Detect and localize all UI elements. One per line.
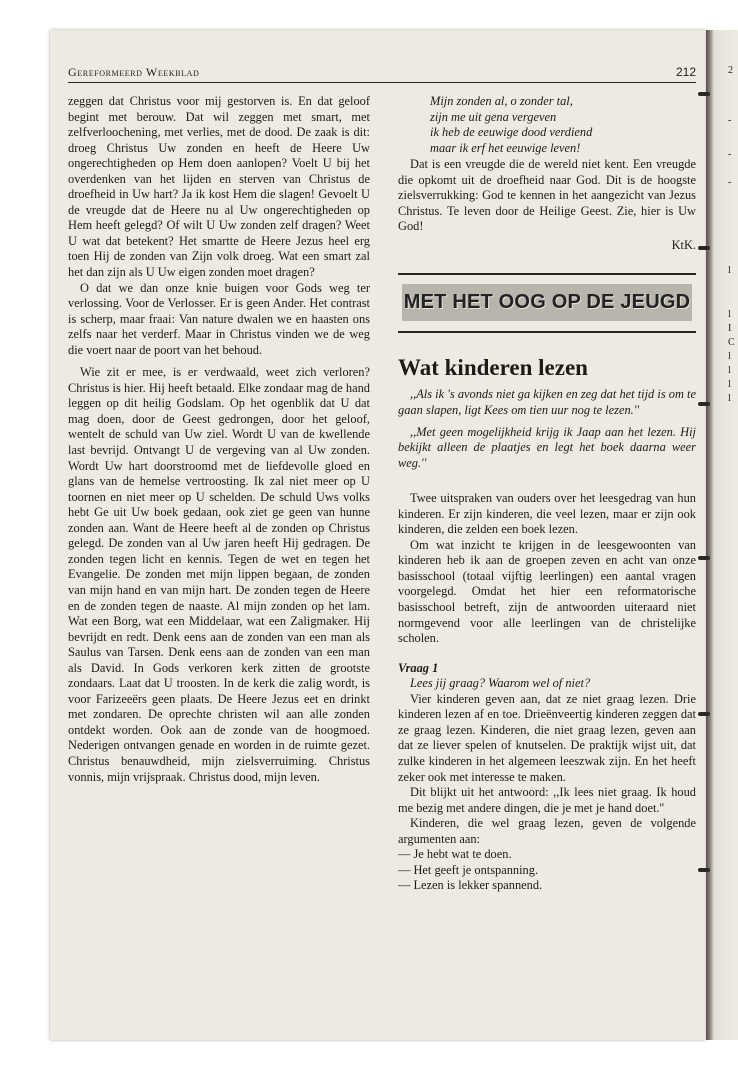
argument-item: — Lezen is lekker spannend.: [398, 878, 543, 893]
binding-stitch: [698, 556, 710, 560]
next-page-fragment: I: [728, 323, 732, 334]
right-column: [398, 94, 696, 894]
body-paragraph: Wie zit er mee, is er verdwaald, weet zich verloren? Christus is hier. Hij heeft betaald. Elke zondaar mag de hand leggen op dit heilig Godslam. Op het ogenblik dat U dat mag doen, door de Geest gedrongen, door het geloof, wentelt de schuld van Uw ziel. Wordt U van de kwellende last bevrijd. Ontvangt U de vergeving van al Uw zonden. Wordt Uw hart doorstroomd met de liefdevolle gloed en glans van de hemelse vertroosting. Ik zal niet meer op U toornen en niet meer op U schelden. De schuld Uws volks hebt Ge uit Uw boek gedaan, ook ziet ge geen van hunne zonden aan. Want de Heere heeft al de zonden op Christus gelegd. De zonden van al Uw jaren heeft Hij gedragen. De zonden tegen licht en kennis. Tegen de wet en tegen het Evangelie. De zonden met mijn lippen begaan, de zonden van mijn hand en van mijn hart. De zonden tegen de Heere en de zonden tegen de naaste. Al mijn zonden op het lam. Wat een Borg, wat een Middelaar, wat een Zaligmaker. Hij bevrijdt en redt. Denk eens aan de zonden van een man als Saulus van Tarsen. Denk eens aan de zonden van een man als David. In Gods verkoren kerk zitten de grootste zondaars. Laat dat U troosten. In de kerk die zalig wordt, is voor Farizeeërs geen plaats. De Heere Jezus eet en drinkt met zondaren. De oprechte christen wil aan alle zonden ontdekt worden. Ook aan de zonde van de hoogmoed. Nederigen ontvangen genade en worden in de ruimte gezet. Christus benauwdheid, mijn zielsverruiming. Christus vonnis, mijn vrijspraak. Christus dood, mijn leven.: [68, 365, 370, 784]
question-heading: Vraag 1: [398, 660, 439, 675]
next-page-fragment: l: [728, 379, 731, 390]
poem-line: Mijn zonden al, o zonder tal,: [430, 94, 573, 108]
poem-line: maar ik erf het eeuwige leven!: [430, 140, 581, 155]
article-paragraph: Om wat inzicht te krijgen in de leesgewoonten van kinderen heb ik aan de groepen zeven en acht van onze basisschool (totaal vijftig leerlingen) een aantal vragen voorgelegd. Omdat het hier een reformatorische basisschool betreft, zijn de antwoorden uiteraard niet normgevend voor alle leerlingen van de christelijke scholen.: [398, 537, 696, 646]
closing-paragraph: Dat is een vreugde die de wereld niet kent. Een vreugde die opkomt uit de droefheid naar God. Dit is de hoogste zielsverrukking: God te kennen in het aangezicht van Jezus Christus. Te leven door de Heilige Geest. Zie, hier is Uw God!: [398, 157, 696, 234]
left-column: [68, 94, 370, 785]
next-page-fragment: l: [728, 393, 731, 404]
running-header: [68, 62, 696, 83]
article-paragraph: Twee uitspraken van ouders over het leesgedrag van hun kinderen. Er zijn kinderen, die veel lezen, maar er zijn ook kinderen, die zelden een boek lezen.: [398, 491, 696, 537]
poem-stanza: [430, 94, 696, 156]
body-paragraph: zeggen dat Christus voor mij gestorven is. En dat geloof begint met berouw. Dat wil zeggen met smart, met zelfverloochening, met verlies, met de dood. De zaak is dit: droeg Christus Uw zonden en heeft de Heere Uw ongerechtigheden op Hem doen aanlopen? Voelt U bij het overdenken van het lijden en sterven van Christus de droefheid in Uw hart? Ja ik kost Hem die slagen! Gevoelt U de vreugde dat de Heere nu al Uw ongerechtigheden op Hem heeft gelegd? Of wilt U Uw zonden zelf dragen? Weet U wat dat betekent? Het smartte de Heere Jezus heel erg toen Hij de zonden van Zijn volk droeg. Wat een smart zal het dan zijn als U Uw eigen zonden moet dragen?: [68, 94, 370, 280]
section-banner-frame: [398, 273, 696, 333]
page-number: 212: [675, 65, 696, 79]
next-page-fragment: C: [728, 337, 735, 348]
argument-item: — Je hebt wat te doen.: [398, 847, 512, 862]
poem-line: ik heb de eeuwige dood verdiend: [430, 125, 593, 140]
next-page-fragment: -: [728, 177, 732, 188]
binding-stitch: [698, 246, 710, 250]
body-paragraph: O dat we dan onze knie buigen voor Gods weg ter verlossing. Voor de Verlosser. Er is geen Ander. Het contrast is scherp, maar fraai: Van nature dwalen we en haasten ons zelfs naar het verderf. Maar in Christus vinden we de weg die voert naar de poort van het behoud.: [68, 280, 370, 357]
next-page-fragment: l: [728, 351, 731, 362]
answer-paragraph: Kinderen, die wel graag lezen, geven de volgende argumenten aan:: [398, 816, 696, 846]
question-text: Lees jij graag? Waarom wel of niet?: [410, 676, 591, 691]
binding-stitch: [698, 712, 710, 716]
next-page-fragment: l: [728, 309, 731, 320]
binding-stitch: [698, 868, 710, 872]
next-page-fragment: -: [728, 149, 732, 160]
author-signature: KtK.: [671, 237, 696, 252]
journal-title: Gereformeerd Weekblad: [68, 65, 200, 79]
binding-stitch: [698, 92, 710, 96]
next-page-fragment: l: [728, 265, 731, 276]
binding-stitch: [698, 402, 710, 406]
next-page-fragment: -: [728, 115, 732, 126]
parent-quote: ,,Als ik 's avonds niet ga kijken en zeg dat het tijd is om te gaan slapen, ligt Kees om tien uur nog te lezen.'': [398, 387, 696, 418]
poem-line: zijn me uit gena vergeven: [430, 109, 557, 124]
article-title: Wat kinderen lezen: [398, 355, 588, 381]
next-page-fragment: 2: [728, 65, 733, 76]
section-banner: MET HET OOG OP DE JEUGD: [402, 284, 692, 321]
answer-paragraph: Dit blijkt uit het antwoord: ,,Ik lees niet graag. Ik houd me bezig met andere dingen, die je met je hand doet.'': [398, 785, 696, 815]
next-page-fragment: l: [728, 365, 731, 376]
binding-gutter: [706, 30, 738, 1040]
parent-quote: ,,Met geen mogelijkheid krijg ik Jaap aan het lezen. Hij bekijkt alleen de plaatjes en legt het boek daarna weer weg.'': [398, 424, 696, 470]
argument-item: — Het geeft je ontspanning.: [398, 862, 539, 877]
answer-paragraph: Vier kinderen geven aan, dat ze niet graag lezen. Drie kinderen lezen af en toe. Drieënveertig kinderen zeggen dat ze graag lezen. Kinderen, die niet graag lezen, geven aan dat ze liever spelen of knutselen. De praktijk wijst uit, dat zulke kinderen in het algemeen leeszwak zijn. En het heeft zeker ook met interesse te maken.: [398, 691, 696, 784]
